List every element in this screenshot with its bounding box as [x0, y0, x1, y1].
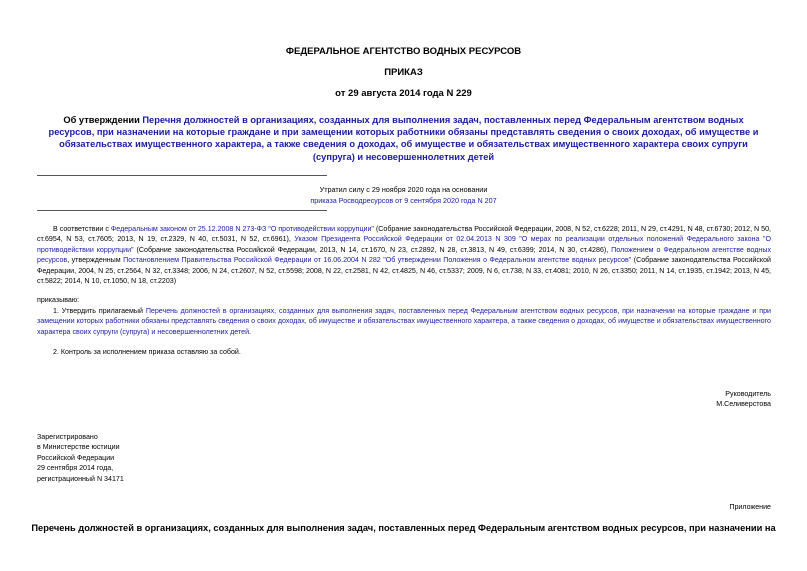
registration-block	[37, 432, 124, 484]
registration-line-1: Зарегистрировано	[37, 433, 98, 441]
doc-date-number: от 29 августа 2014 года N 229	[335, 88, 472, 99]
title-list-link[interactable]: Перечня должностей в организациях, созданных для выполнения задач, поставленных перед Федеральным агентством водных ресурсов, при назначении на которые граждане и при замещении которых работники обязаны представлять сведения о своих доходах, об имуществе и обязательствах имущественного характера, а также сведения о доходах, об имуществе и обязательствах имущественного характера своих супруги (супруга) и несовершеннолетних детей	[48, 115, 759, 162]
title-prefix: Об утверждении	[63, 115, 143, 125]
preamble-text-1: В соответствии с	[53, 225, 111, 233]
agency-regulation-link[interactable]: Положением о Федеральном агентстве водных ресурсов	[37, 245, 771, 265]
item-1-end: .	[249, 327, 252, 336]
president-decree-link[interactable]: Указом Президента Российской Федерации от 02.04.2013 N 309 "О мерах по реализации отдельных положений Федерального закона "О противодействии коррупции"	[37, 235, 771, 254]
registration-line-4: 29 сентября 2014 года,	[37, 464, 114, 473]
preamble-paragraph	[37, 224, 771, 286]
status-note-text: Утратил силу с 29 ноября 2020 года на основании	[319, 185, 488, 194]
preamble-text-4: , утвержденным	[67, 256, 124, 265]
registration-line-2: в Министерстве юстиции	[37, 443, 120, 452]
divider-top	[37, 175, 327, 176]
doc-type-heading: ПРИКАЗ	[384, 67, 423, 78]
registration-line-5: регистрационный N 34171	[37, 474, 124, 483]
status-note	[290, 184, 517, 206]
preamble-text-3: (Собрание законодательства Российской Федерации, 2013, N 14, ст.1670, N 23, ст.2892, N 28, ст.3813, N 49, ст.6399; 2014, N 30, ст.4286),	[133, 245, 612, 254]
signature-block	[716, 389, 771, 410]
appendix-label: Приложение	[729, 503, 771, 511]
approved-list-link[interactable]: Перечень должностей в организациях, созданных для выполнения задач, поставленных перед Федеральным агентством водных ресурсов, при назначении на которые граждане и при замещении которых работники обязаны представлять сведения о своих доходах, об имуществе и обязательствах имущественного характера, а также сведения о доходах, об имуществе и обязательствах имущественного характера своих супруги (супруга) и несовершеннолетних детей	[37, 307, 771, 336]
status-note-link[interactable]: приказа Росводресурсов от 9 сентября 2020 года N 207	[310, 196, 497, 205]
divider-bottom	[37, 210, 327, 211]
preamble-text-2: (Собрание законодательства Российской Федерации, 2008, N 52, ст.6228; 2011, N 29, ст.4291, N 48, ст.6730; 2012, N 50, ст.6954, N 53, ст.7605; 2013, N 19, ст.2329, N 40, ст.5031, N 52, ст.6961),	[37, 225, 771, 244]
federal-law-link[interactable]: Федеральным законом от 25.12.2008 N 273-ФЗ "О противодействии коррупции"	[110, 225, 374, 233]
item-2-paragraph: 2. Контроль за исполнением приказа оставляю за собой.	[53, 348, 241, 356]
item-1-text: 1. Утвердить прилагаемый	[53, 307, 146, 315]
preamble-text-5: (Собрание законодательства Российской Федерации, 2004, N 25, ст.2564, N 32, ст.3348; 2006, N 24, ст.2607, N 52, ст.5598; 2008, N 22, ст.2581, N 42, ст.4825, N 46, ст.5337; 2009, N 6, ст.738, N 33, ст.4081; 2010, N 26, ст.3350; 2011, N 14, ст.1935, ст.1942; 2013, N 45, ст.5822; 2014, N 10, ст.1050, N 18, ст.2203)	[37, 256, 771, 286]
document-title	[46, 114, 761, 163]
government-resolution-link[interactable]: Постановлением Правительства Российской Федерации от 16.06.2004 N 282 "Об утверждении Положения о Федеральном агентстве водных ресурсов"	[123, 256, 632, 265]
appendix-title: Перечень должностей в организациях, созданных для выполнения задач, поставленных перед Федеральным агентством водных ресурсов, при назначении на	[31, 523, 776, 533]
item-1-paragraph	[37, 306, 771, 337]
registration-line-3: Российской Федерации	[37, 453, 115, 462]
order-word: приказываю:	[37, 296, 80, 304]
agency-heading: ФЕДЕРАЛЬНОЕ АГЕНТСТВО ВОДНЫХ РЕСУРСОВ	[285, 46, 522, 57]
signature-role: Руководитель	[725, 390, 771, 398]
signature-name: М.Селиверстова	[716, 400, 771, 409]
